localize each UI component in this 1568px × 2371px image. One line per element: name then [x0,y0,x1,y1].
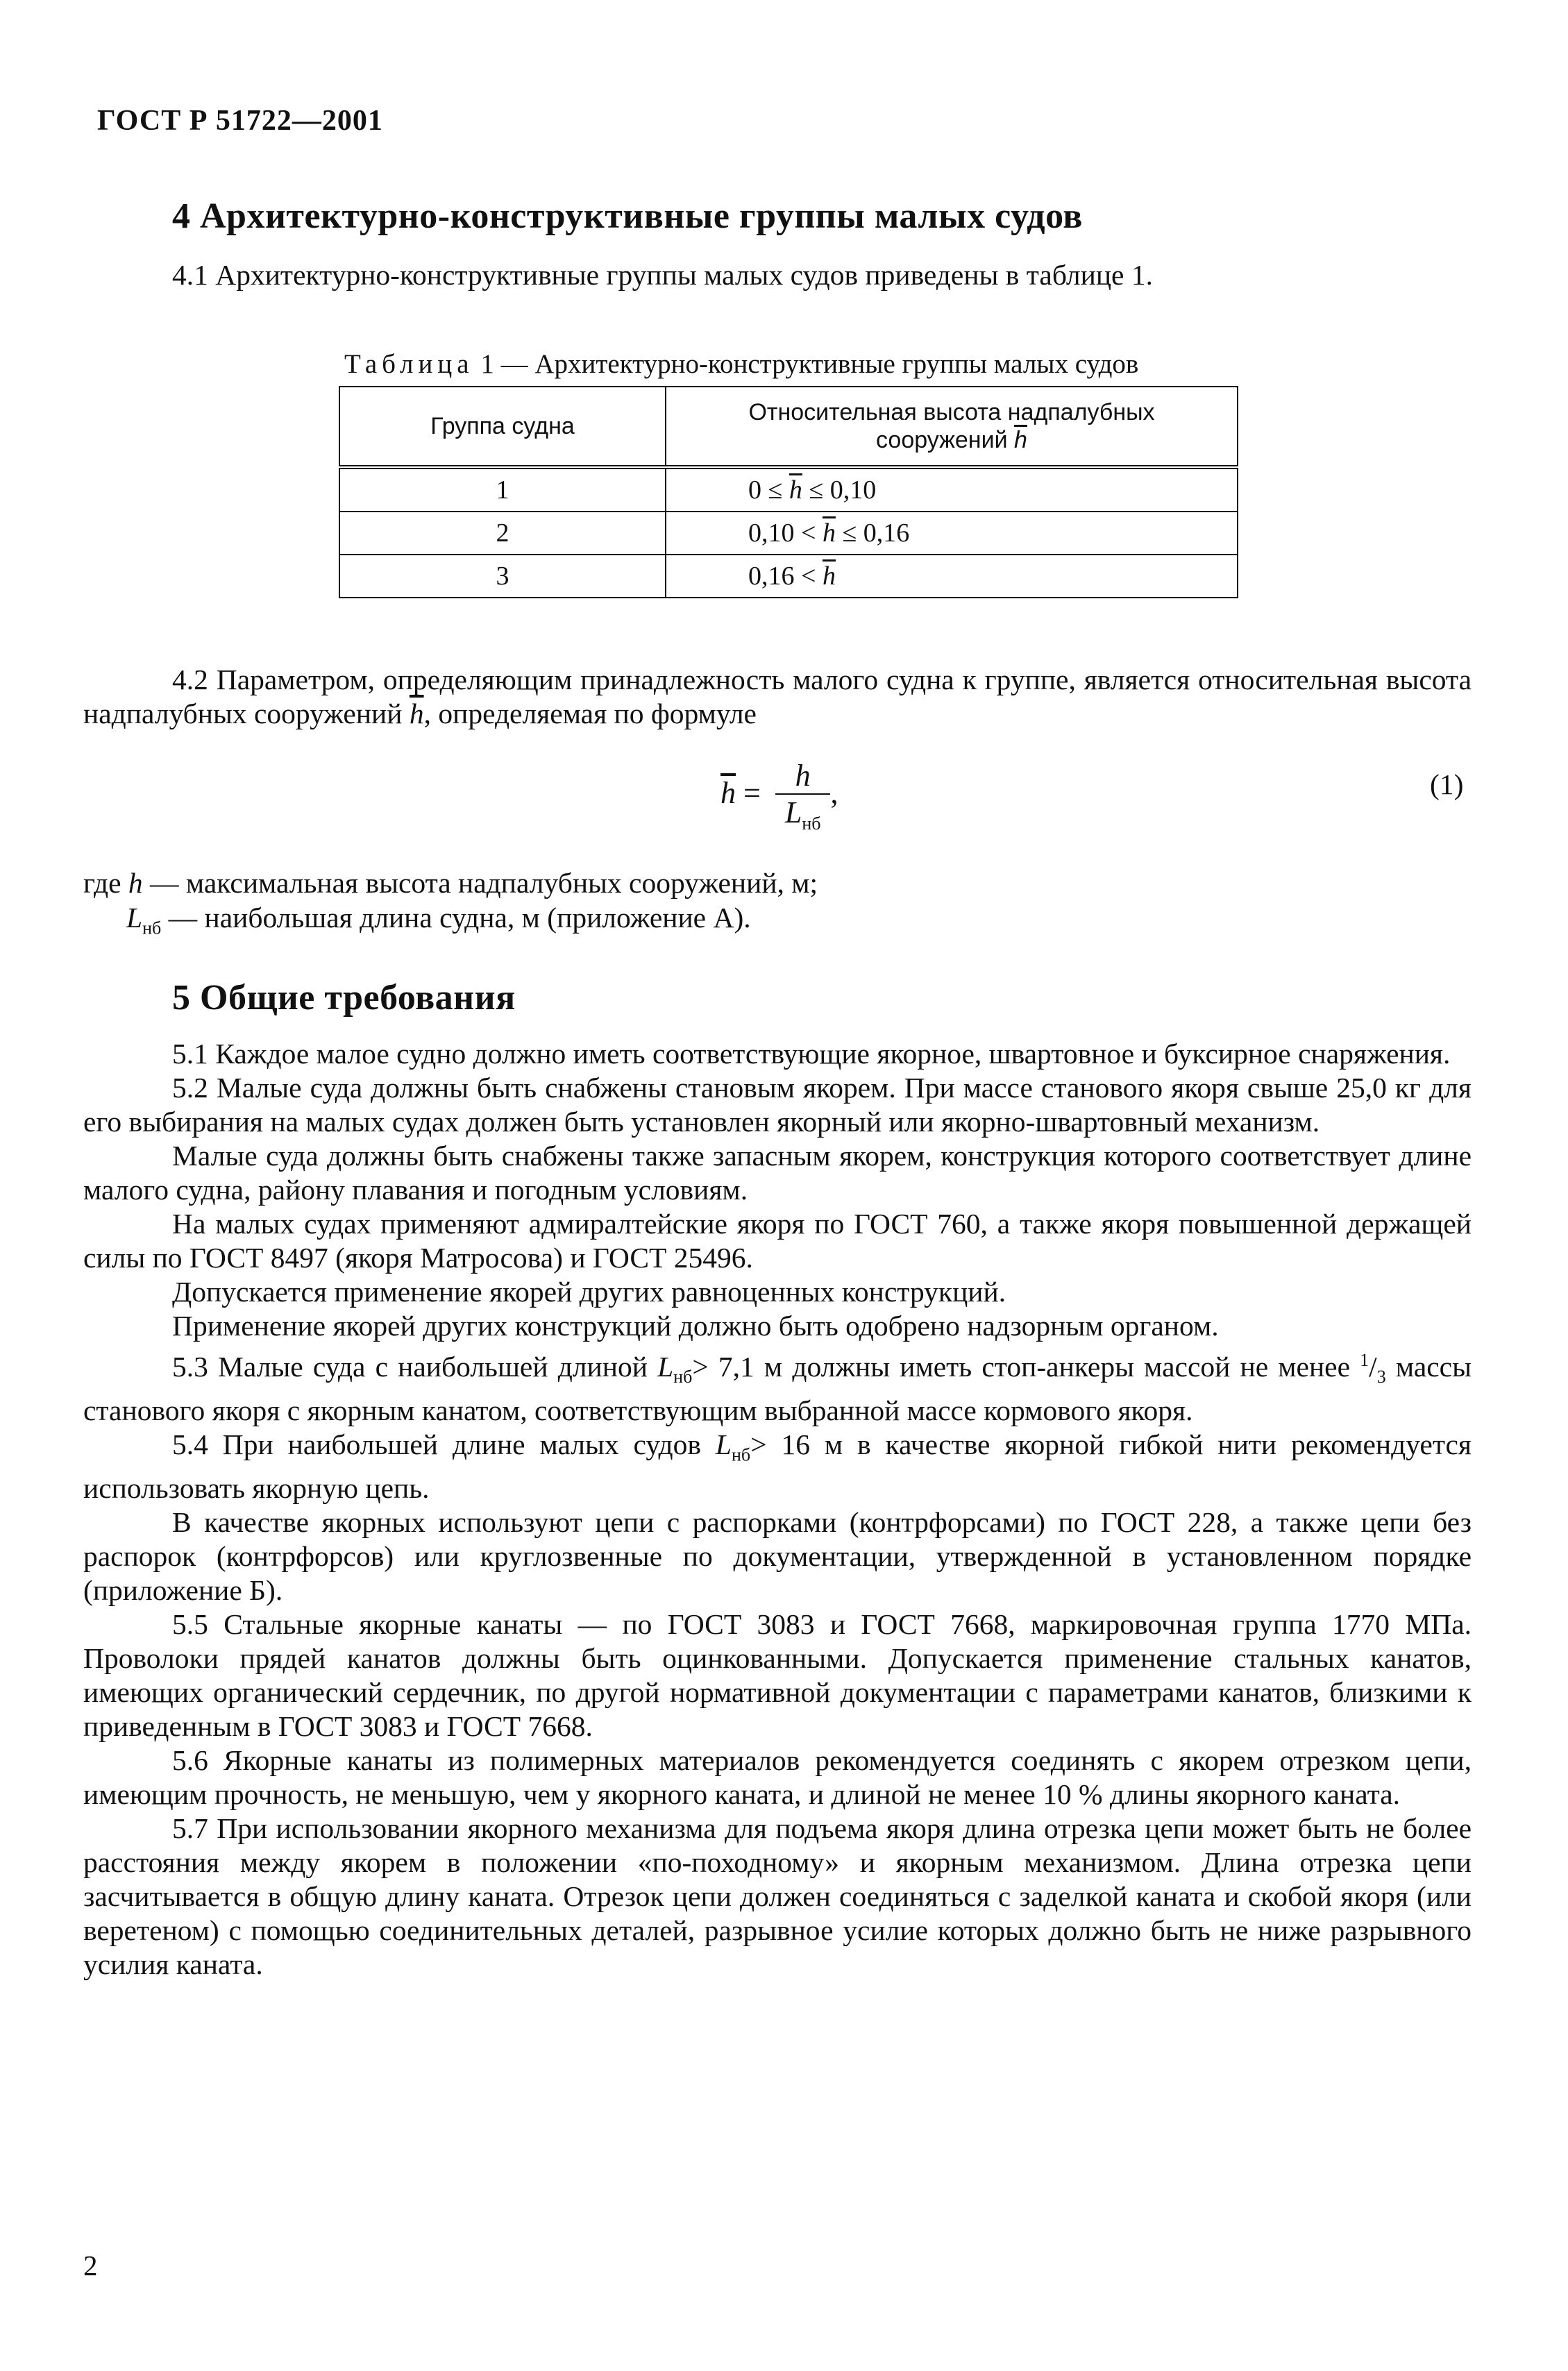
cell-range [666,512,1238,555]
paragraph-5-2-spare-anchor: Малые суда должны быть снабжены также запасным якорем, конструкция которого соответствует длине малого судна, району плавания и погодным условиям. [83,1140,1472,1206]
nb-subscript: нб [731,1444,751,1465]
header-group: Группа судна [339,387,666,467]
range-left: 0 ≤ [748,475,789,505]
fraction-denominator [775,795,831,834]
h-bar-symbol: $\overline{h}$ [822,562,836,591]
paragraph-5-3-text-end: массы станового якоря с якорным канатом, соответствующим выбранной массе кормового якоря. [83,1350,1472,1427]
paragraph-5-4-text-end: > 16 м в качестве якорной гибкой нити рекомендуется использовать якорную цепь. [83,1428,1472,1505]
paragraph-4-2 [83,663,1472,731]
h-bar-symbol: $\overline{h}$ [1014,427,1027,453]
fraction-three: 3 [1376,1367,1386,1387]
nb-subscript: нб [142,918,162,938]
formula-number: (1) [1430,768,1464,800]
l-symbol: L [784,795,802,829]
paragraph-5-2-equivalent: Допускается применение якорей других равноценных конструкций. [172,1276,1006,1308]
cell-range [666,555,1238,598]
paragraph-5-2-anchor-types: На малых судах применяют адмиралтейские якоря по ГОСТ 760, а также якоря повышенной держащей силы по ГОСТ 8497 (якоря Матросова) и ГОСТ 25496. [83,1208,1472,1274]
nb-subscript: нб [673,1367,693,1387]
page-number: 2 [83,2250,98,2281]
table-row [339,467,1238,512]
fraction-numerator: h [775,758,831,795]
range-left: 0,16 < [748,562,823,591]
paragraph-5-3: 5.3 Малые суда с наибольшей длиной $L_{нб}> 7,1$ м должны иметь стоп-анкеры массой не менее $^1/_3$ массы станового якоря с якорным канатом, соответствующим выбранной массе кормового якоря. [83,1350,1472,1427]
table-caption-word: Таблица [344,349,474,379]
paragraph-5-4 [83,1428,1472,1505]
document-code: ГОСТ Р 51722—2001 [97,105,383,137]
groups-table [339,386,1238,598]
h-symbol: h [128,867,143,899]
header-relative-height-line2: сооружений [876,427,1008,453]
table-row [339,555,1238,598]
cell-range [666,467,1238,512]
h-bar-symbol: $\overline{h}$ [720,776,736,810]
nb-subscript: нб [802,813,821,834]
fraction-one: 1 [1360,1350,1369,1370]
section-4-heading: 4 Архитектурно-конструктивные группы малых судов [172,196,1083,236]
l-symbol: L [657,1350,674,1383]
range-right: ≤ 0,10 [802,475,877,505]
l-symbol: L [126,902,143,934]
table-caption-text: 1 — Архитектурно-конструктивные группы малых судов [480,349,1139,379]
section-5-body [0,1037,1472,1982]
paragraph-5-2-approval: Применение якорей других конструкций должно быть одобрено надзорным органом. [172,1310,1219,1342]
fraction [775,758,831,834]
formula-1 [720,758,838,834]
paragraph-4-1: 4.1 Архитектурно-конструктивные группы малых судов приведены в таблице 1. [172,259,1153,291]
cell-group: 3 [339,555,666,598]
h-bar-symbol: $\overline{h}$ [789,475,802,505]
where-prefix: где [83,867,128,899]
paragraph-5-4-chains: В качестве якорных используют цепи с распорками (контрфорсами) по ГОСТ 228, а также цепи без распорок (контрфорсов) или круглозвенные по документации, утвержденной в установленном порядке (приложение Б). [83,1506,1472,1607]
where-1-text: — максимальная высота надпалубных сооружений, м; [142,867,818,899]
table-header-row [339,387,1238,467]
table-row [339,512,1238,555]
where-line-1 [83,866,818,900]
formula-comma: , [830,776,838,810]
paragraph-5-7: 5.7 При использовании якорного механизма для подъема якоря длина отрезка цепи может быть не более расстояния между якорем в положении «по-походному» и якорным механизмом. Длина отрезка цепи засчитывается в общую длину каната. Отрезок цепи должен соединяться с заделкой каната и скобой якоря (или веретеном) с помощью соединительных деталей, разрывное усилие которых должно быть не ниже разрывного усилия каната. [83,1812,1472,1981]
paragraph-4-2-text: 4.2 Параметром, определяющим принадлежность малого судна к группе, является относительная высота надпалубных сооружений [83,664,1472,729]
where-2-text: — наибольшая длина судна, м (приложение А). [161,902,751,934]
where-line-2 [126,901,751,945]
equals-sign: = [736,776,768,810]
paragraph-5-4-text: 5.4 При наибольшей длине малых судов [172,1428,716,1461]
h-bar-symbol: $\overline{h}$ [822,518,836,548]
range-left: 0,10 < [748,518,823,548]
cell-group: 1 [339,467,666,512]
paragraph-5-5: 5.5 Стальные якорные канаты — по ГОСТ 3083 и ГОСТ 7668, маркировочная группа 1770 МПа. Проволоки прядей канатов должны быть оцинкованными. Допускается применение стальных канатов, имеющих органический сердечник, по другой нормативной документации с параметрами канатов, близкими к приведенным в ГОСТ 3083 и ГОСТ 7668. [83,1608,1472,1743]
header-relative-height-line1: Относительная высота надпалубных [748,399,1155,425]
range-right: ≤ 0,16 [835,518,910,548]
paragraph-5-3-text-mid: > 7,1 м должны иметь стоп-анкеры массой не менее [692,1350,1360,1383]
paragraph-5-3-text: 5.3 Малые суда с наибольшей длиной [172,1350,658,1383]
header-relative-height [666,387,1238,467]
l-symbol: L [715,1428,732,1461]
paragraph-5-2: 5.2 Малые суда должны быть снабжены становым якорем. При массе станового якоря свыше 25,0 кг для его выбирания на малых судах должен быть установлен якорный или якорно-швартовный механизм. [83,1072,1472,1138]
cell-group: 2 [339,512,666,555]
section-5-heading: 5 Общие требования [172,978,516,1018]
h-bar-symbol: $\overline{h}$ [409,698,424,729]
paragraph-5-1: 5.1 Каждое малое судно должно иметь соответствующие якорное, швартовное и буксирное снаряжения. [172,1038,1451,1070]
paragraph-4-2-text-end: , определяемая по формуле [423,698,757,729]
paragraph-5-6: 5.6 Якорные канаты из полимерных материалов рекомендуется соединять с якорем отрезком цепи, имеющим прочность, не меньшую, чем у якорного каната, и длиной не менее 10 % длины якорного каната. [83,1744,1472,1811]
table-caption [344,348,1138,380]
